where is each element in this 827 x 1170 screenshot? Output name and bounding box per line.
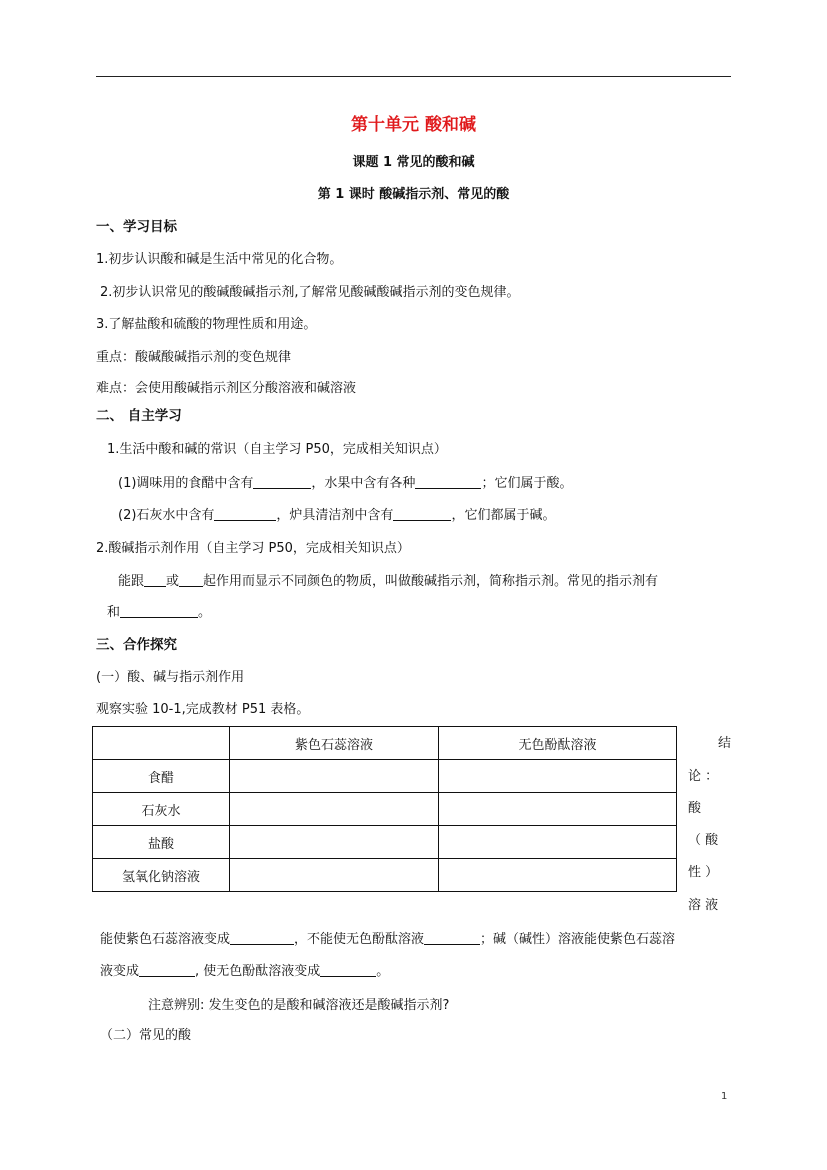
- answer-blank[interactable]: [415, 475, 481, 489]
- table-row: [93, 793, 677, 826]
- side-text: 溶 液: [688, 898, 719, 913]
- answer-cell[interactable]: [230, 859, 439, 892]
- substance-cell: 石灰水: [93, 793, 230, 826]
- substance-cell: 盐酸: [93, 826, 230, 859]
- experiment-table: [92, 726, 677, 892]
- answer-blank[interactable]: [230, 931, 294, 945]
- observe-instruction: 观察实验 10-1,完成教材 P51 表格。: [96, 702, 310, 717]
- difficulty: 难点：会使用酸碱指示剂区分酸溶液和碱溶液: [96, 381, 357, 396]
- side-text: 论 ：: [688, 769, 719, 784]
- page-number: 1: [721, 1091, 728, 1102]
- answer-blank[interactable]: [320, 963, 376, 977]
- table-header-cell: [93, 727, 230, 760]
- table-header-cell: 紫色石蕊溶液: [230, 727, 439, 760]
- q1-a-line: (1)调味用的食醋中含有 ，水果中含有各种 ；它们属于酸。: [118, 476, 573, 491]
- side-text: 结: [718, 736, 732, 751]
- answer-blank[interactable]: [144, 573, 166, 587]
- q2-title: 2.酸碱指示剂作用（自主学习 P50，完成相关知识点）: [96, 541, 410, 556]
- q1-b-line: (2)石灰水中含有 ，炉具清洁剂中含有 ，它们都属于碱。: [118, 508, 556, 523]
- header-rule: [96, 76, 731, 77]
- answer-cell[interactable]: [439, 793, 677, 826]
- substance-cell: 氢氧化钠溶液: [93, 859, 230, 892]
- section-acid-base-indicator: (一）酸、碱与指示剂作用: [96, 670, 245, 685]
- q1-title: 1.生活中酸和碱的常识（自主学习 P50，完成相关知识点）: [107, 442, 447, 457]
- conclusion-line2: 液变成 , 使无色酚酞溶液变成 。: [100, 964, 390, 979]
- answer-cell[interactable]: [230, 760, 439, 793]
- answer-blank[interactable]: [139, 963, 195, 977]
- answer-cell[interactable]: [439, 760, 677, 793]
- cooperative-heading: 三、合作探究: [96, 637, 177, 653]
- answer-blank[interactable]: [393, 507, 451, 521]
- answer-blank[interactable]: [253, 475, 311, 489]
- lesson-period: 第 1 课时 酸碱指示剂、常见的酸: [317, 187, 510, 202]
- lesson-subtitle: 课题 1 常见的酸和碱: [352, 155, 475, 170]
- goal-item: 1.初步认识酸和碱是生活中常见的化合物。: [96, 252, 343, 267]
- q2-line2: 和 。: [107, 605, 212, 620]
- substance-cell: 食醋: [93, 760, 230, 793]
- key-point: 重点：酸碱酸碱指示剂的变色规律: [96, 350, 292, 365]
- note-text: 注意辨别: 发生变色的是酸和碱溶液还是酸碱指示剂?: [148, 998, 450, 1013]
- answer-cell[interactable]: [230, 826, 439, 859]
- unit-title: 第十单元 酸和碱: [351, 115, 476, 135]
- table-header-row: [93, 727, 677, 760]
- goals-heading: 一、学习目标: [96, 219, 177, 235]
- side-text: 性 ）: [688, 865, 719, 880]
- goal-item: 2.初步认识常见的酸碱酸碱指示剂,了解常见酸碱酸碱指示剂的变色规律。: [100, 285, 520, 300]
- answer-blank[interactable]: [214, 507, 276, 521]
- goal-item: 3.了解盐酸和硫酸的物理性质和用途。: [96, 317, 317, 332]
- table-row: [93, 826, 677, 859]
- answer-cell[interactable]: [230, 793, 439, 826]
- conclusion-line1: 能使紫色石蕊溶液变成 ，不能使无色酚酞溶液 ；碱（碱性）溶液能使紫色石蕊溶: [100, 932, 676, 947]
- side-text: 酸: [688, 801, 702, 816]
- table-header-cell: 无色酚酞溶液: [439, 727, 677, 760]
- answer-blank[interactable]: [424, 931, 480, 945]
- answer-blank[interactable]: [179, 573, 203, 587]
- self-study-heading: 二、 自主学习: [96, 408, 182, 424]
- answer-blank[interactable]: [120, 604, 198, 618]
- table-row: [93, 859, 677, 892]
- side-text: （ 酸: [688, 833, 719, 848]
- answer-cell[interactable]: [439, 826, 677, 859]
- answer-cell[interactable]: [439, 859, 677, 892]
- section-common-acids: （二）常见的酸: [100, 1028, 192, 1043]
- table-row: [93, 760, 677, 793]
- q2-line1: 能跟 或 起作用而显示不同颜色的物质，叫做酸碱指示剂，简称指示剂。常见的指示剂有: [118, 574, 659, 589]
